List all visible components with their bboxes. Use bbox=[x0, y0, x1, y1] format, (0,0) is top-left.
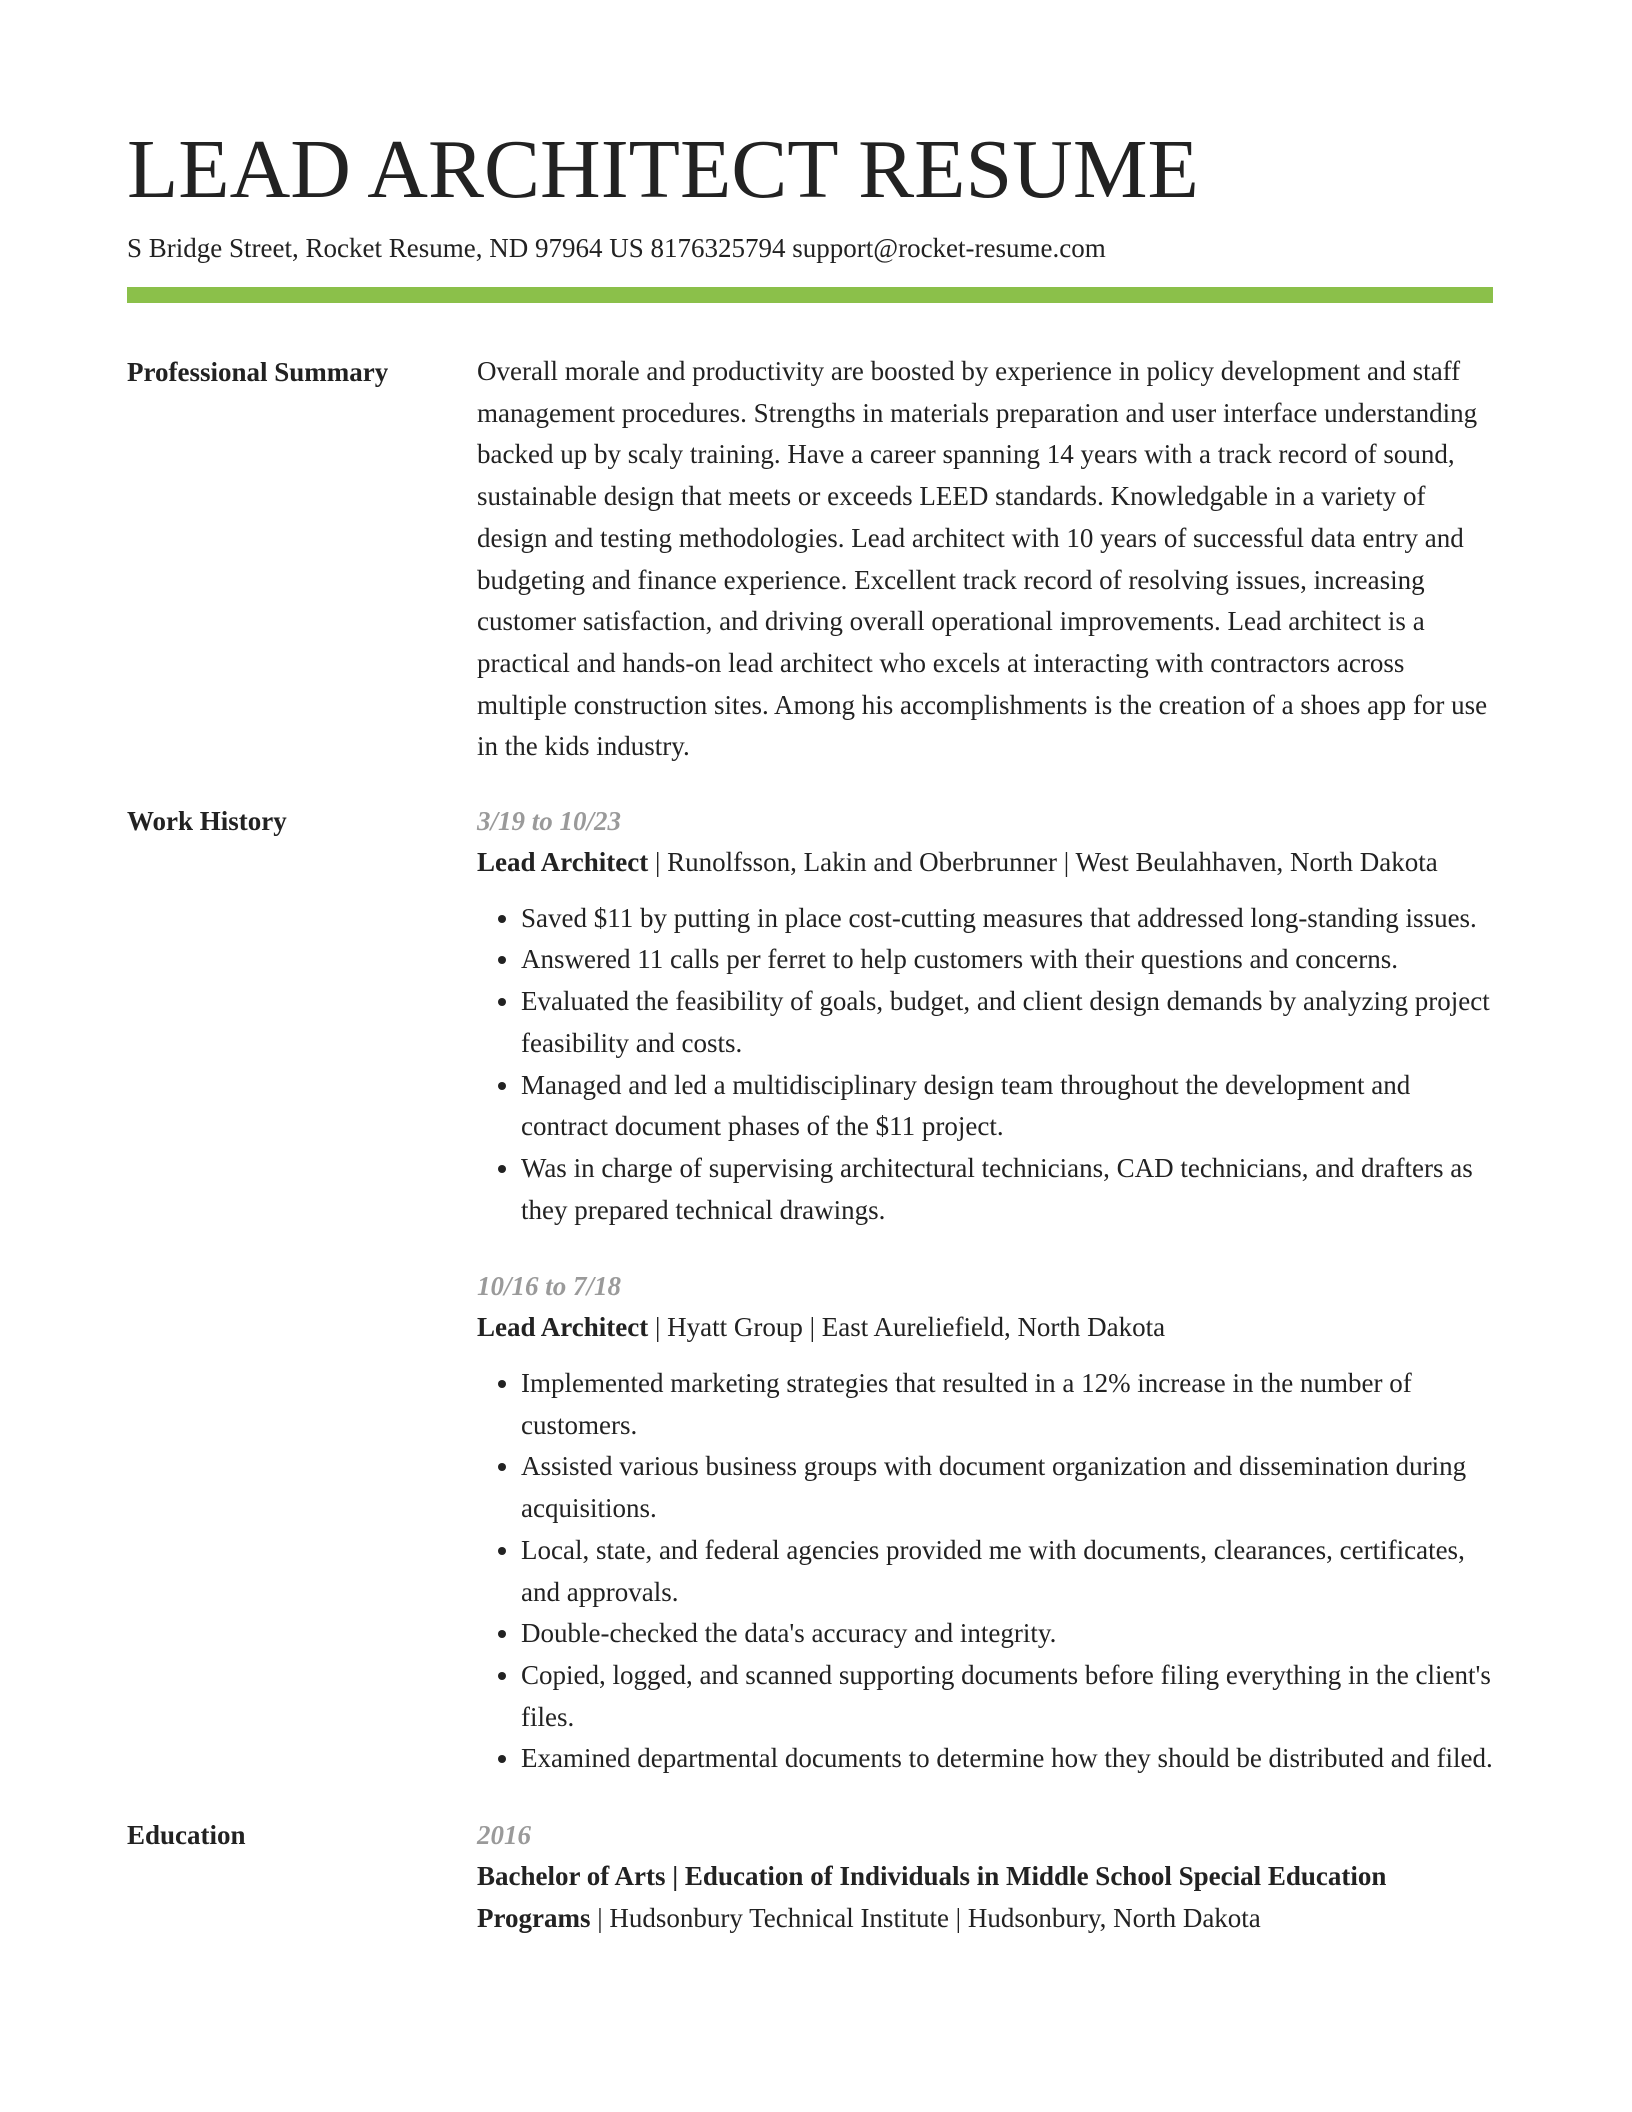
work-history-body bbox=[477, 800, 1493, 1780]
job-bullet: • Implemented marketing strategies that resulted in a 12% increase in the number of customers. bbox=[521, 1363, 1493, 1446]
job-bullet: • Copied, logged, and scanned supporting documents before filing everything in the client's files. bbox=[521, 1655, 1493, 1738]
work-history-section bbox=[127, 800, 1493, 1780]
school-details: | Hudsonbury Technical Institute | Hudsonbury, North Dakota bbox=[590, 1902, 1261, 1933]
job-heading bbox=[477, 1307, 1493, 1349]
education-body bbox=[477, 1814, 1493, 1939]
section-label-summary: Professional Summary bbox=[127, 357, 389, 387]
email-text: support@rocket-resume.com bbox=[792, 233, 1106, 263]
education-year: 2016 bbox=[477, 1820, 531, 1851]
job-details: | Hyatt Group | East Aureliefield, North Dakota bbox=[648, 1312, 1166, 1343]
phone-text: 8176325794 bbox=[650, 233, 786, 263]
job-bullet: • Assisted various business groups with document organization and dissemination during acquisitions. bbox=[521, 1446, 1493, 1529]
section-label-work: Work History bbox=[127, 806, 287, 837]
job-entry bbox=[477, 1265, 1493, 1780]
education-section bbox=[127, 1814, 1493, 1939]
job-bullet: • Saved $11 by putting in place cost-cutting measures that addressed long-standing issues. bbox=[521, 898, 1493, 940]
job-bullet: • Answered 11 calls per ferret to help customers with their questions and concerns. bbox=[521, 939, 1493, 981]
professional-summary-section bbox=[127, 351, 1493, 768]
job-title: Lead Architect bbox=[477, 847, 649, 878]
summary-text: Overall morale and productivity are boosted by experience in policy development and staff management procedures. Strengths in materials preparation and user interface understanding backed up by scaly training. Have a career spanning 14 years with a track record of sound, sustainable design that meets or exceeds LEED standards. Knowledgable in a variety of design and testing methodologies. Lead architect with 10 years of successful data entry and budgeting and finance experience. Excellent track record of resolving issues, increasing customer satisfaction, and driving overall operational improvements. Lead architect is a practical and hands-on lead architect who excels at interacting with contractors across multiple construction sites. Among his accomplishments is the creation of a shoes app for use in the kids industry. bbox=[477, 356, 1488, 762]
job-bullet: • Examined departmental documents to determine how they should be distributed and filed. bbox=[521, 1738, 1493, 1780]
job-title: Lead Architect bbox=[477, 1312, 649, 1343]
section-label-education: Education bbox=[127, 1820, 246, 1851]
job-dates: 10/16 to 7/18 bbox=[477, 1271, 622, 1302]
contact-line bbox=[127, 228, 1493, 268]
address-text: S Bridge Street, Rocket Resume, ND 97964 US bbox=[127, 233, 644, 263]
job-bullet: • Was in charge of supervising architectural technicians, CAD technicians, and drafters as they prepared technical drawings. bbox=[521, 1148, 1493, 1231]
job-details: | Runolfsson, Lakin and Oberbrunner | West Beulahhaven, North Dakota bbox=[648, 847, 1438, 878]
resume-page bbox=[127, 120, 1493, 1940]
job-bullet: • Local, state, and federal agencies provided me with documents, clearances, certificates, and approvals. bbox=[521, 1530, 1493, 1613]
job-bullets bbox=[477, 898, 1493, 1232]
resume-title: LEAD ARCHITECT RESUME bbox=[127, 123, 1199, 216]
job-heading bbox=[477, 842, 1493, 884]
degree-text: Bachelor of Arts | Education of Individuals in Middle School Special Education Programs bbox=[477, 1861, 1387, 1933]
job-entry bbox=[477, 800, 1493, 1231]
education-heading bbox=[477, 1856, 1493, 1939]
header-divider bbox=[127, 287, 1493, 303]
job-bullet: • Evaluated the feasibility of goals, budget, and client design demands by analyzing project feasibility and costs. bbox=[521, 981, 1493, 1064]
job-bullet: • Managed and led a multidisciplinary design team throughout the development and contract document phases of the $11 project. bbox=[521, 1065, 1493, 1148]
job-dates: 3/19 to 10/23 bbox=[477, 806, 622, 837]
job-bullets bbox=[477, 1363, 1493, 1780]
job-bullet: • Double-checked the data's accuracy and integrity. bbox=[521, 1613, 1493, 1655]
